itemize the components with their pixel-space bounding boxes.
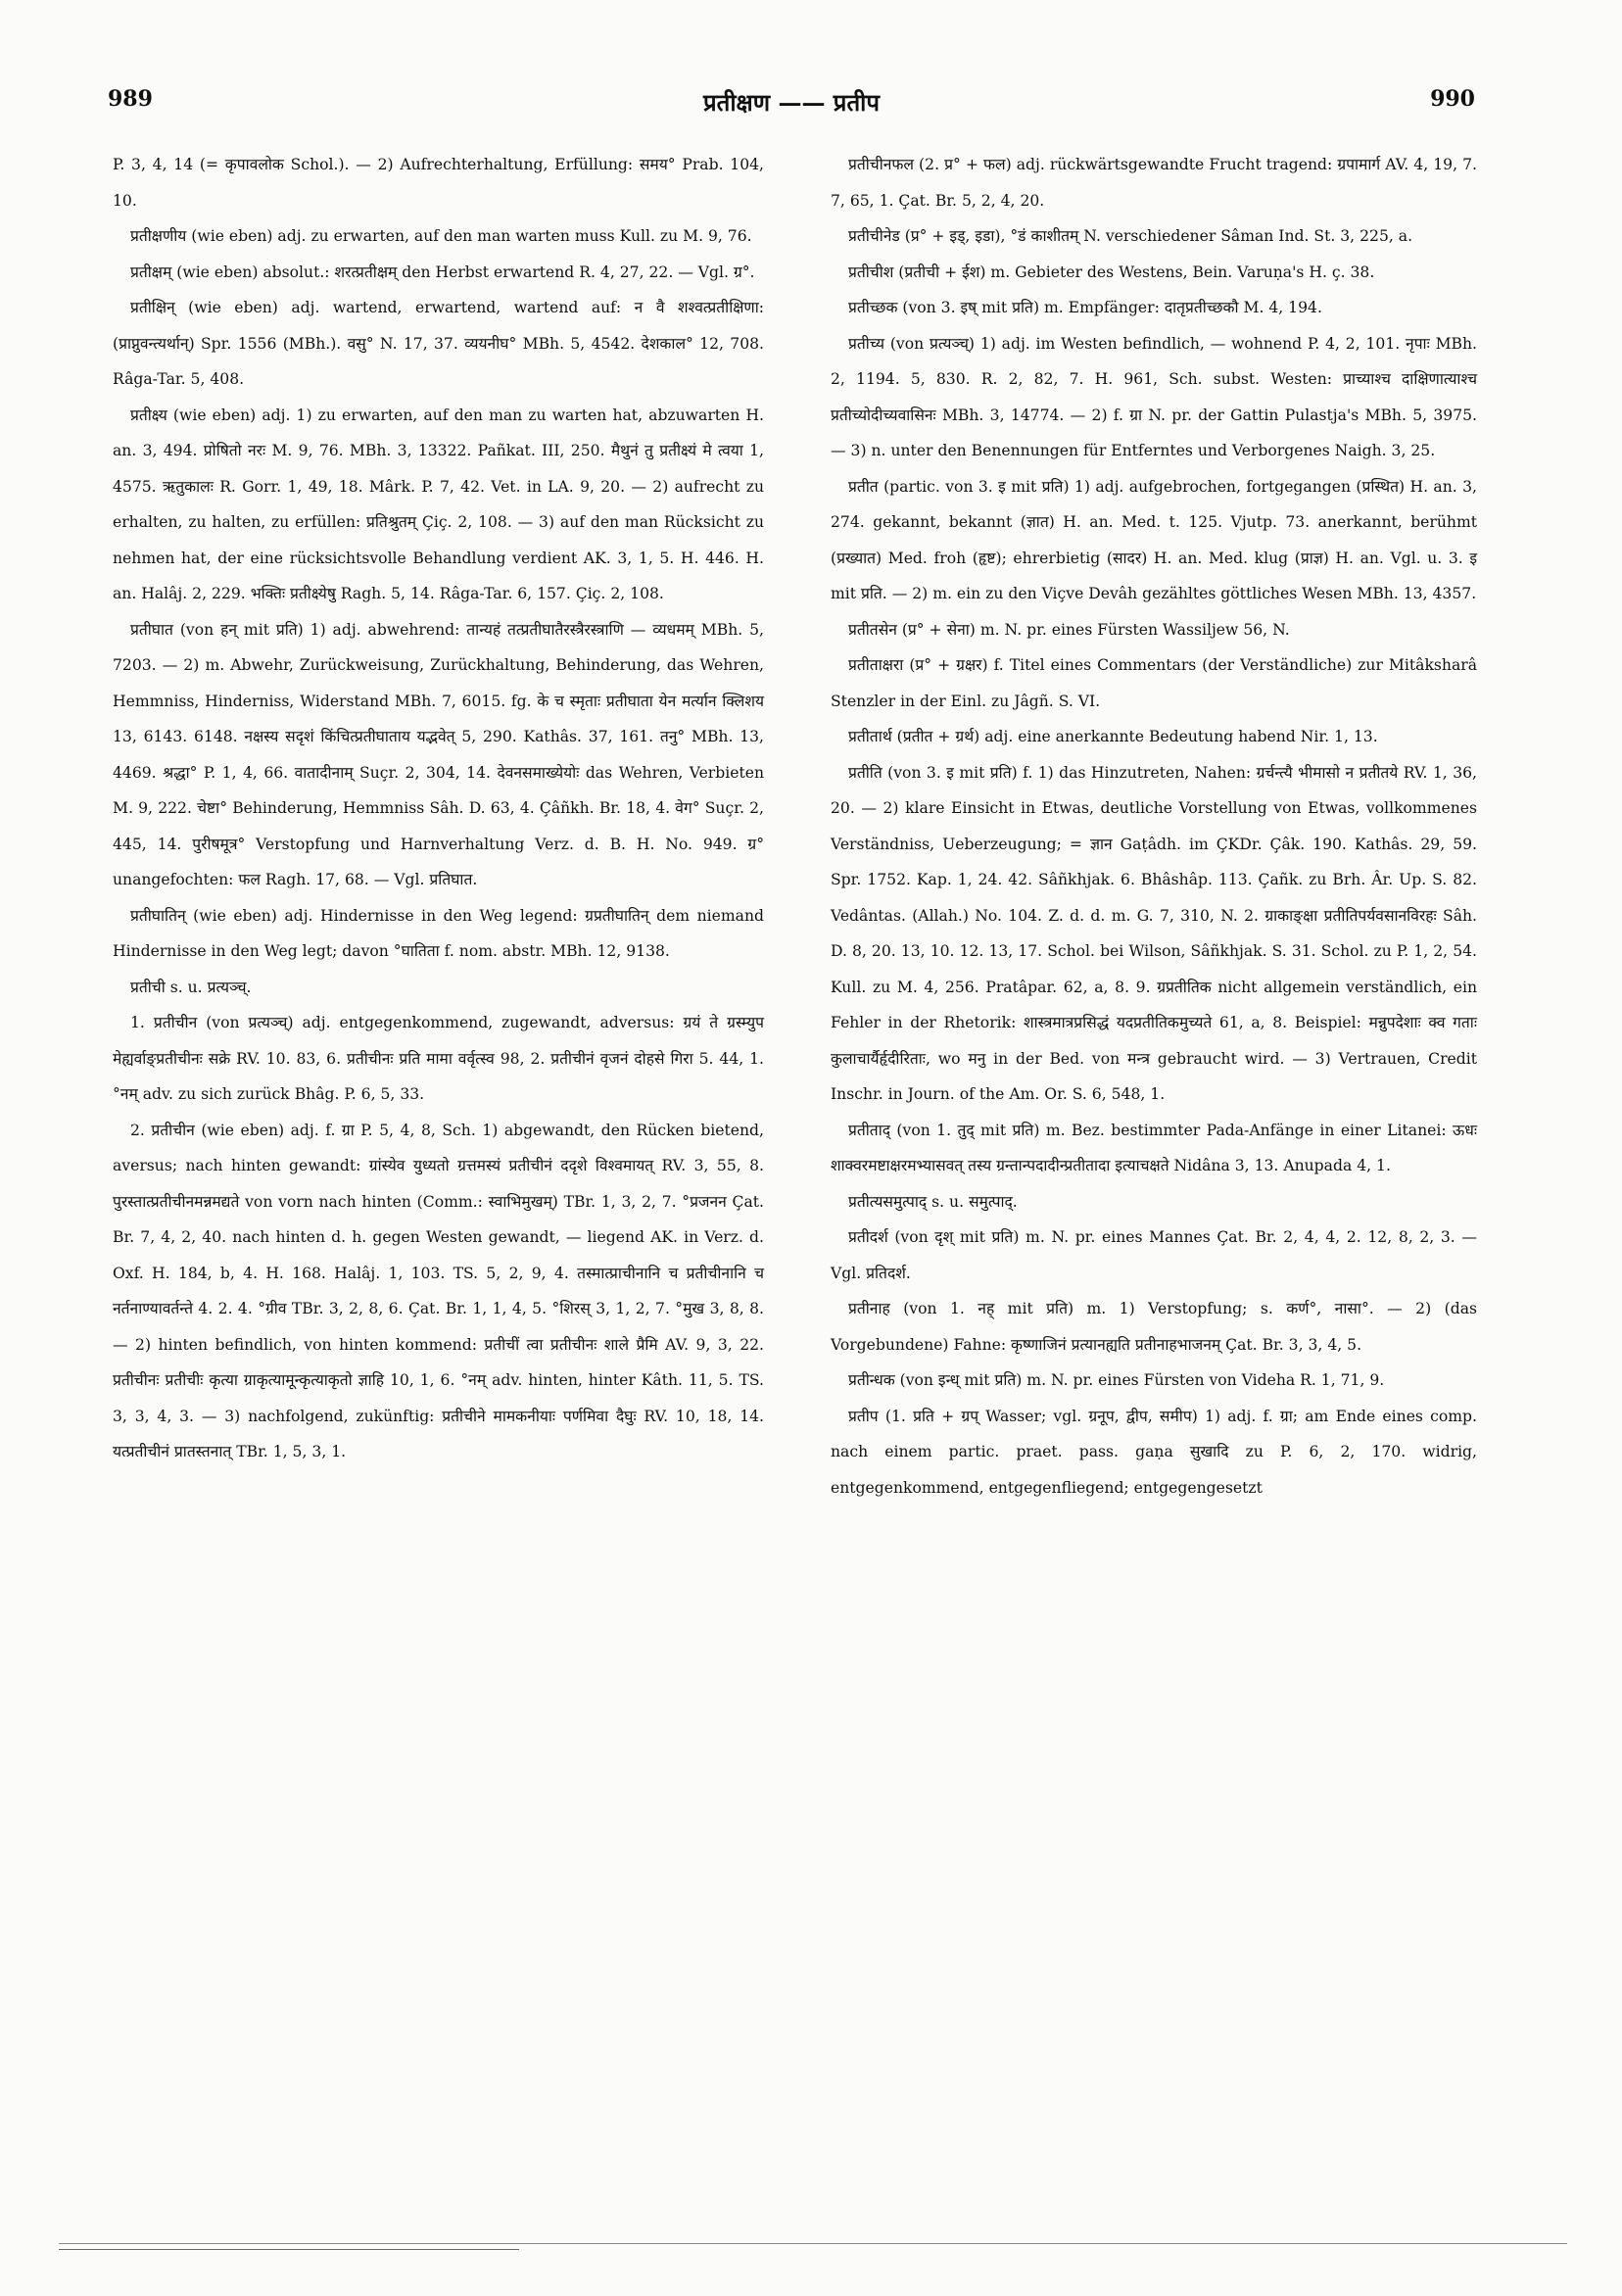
left-column <box>113 147 764 1470</box>
entry: प्रतीक्षम् (wie eben) absolut.: शरत्प्रतीक्षम् den Herbst erwartend R. 4, 27, 22. — Vgl. ग्र°. <box>130 263 755 281</box>
page-header <box>108 86 1475 121</box>
entry: प्रतीतार्थ (प्रतीत + ग्रर्थ) adj. eine anerkannte Bedeutung habend Nir. 1, 13. <box>848 728 1378 745</box>
entry: प्रतीचीश (प्रतीची + ईश) m. Gebieter des Westens, Bein. Varuṇa's H. ç. 38. <box>848 263 1375 281</box>
footer-rule-short <box>59 2249 519 2250</box>
entry: प्रतीप (1. प्रति + ग्रप् Wasser; vgl. ग्रनूप, द्वीप, समीप) 1) adj. f. ग्रा; am Ende eines comp. nach einem partic. praet. pass. gaṇa सुखादि zu P. 6, 2, 170. widrig, entgegenkommend, entgegenfliegend; entgegengesetzt <box>831 1407 1477 1497</box>
entry: प्रतीच्य (von प्रत्यञ्च्) 1) adj. im Westen befindlich, — wohnend P. 4, 2, 101. नृपाः MBh. 2, 1194. 5, 830. R. 2, 82, 7. H. 961, Sch. subst. Westen: प्राच्याश्च दाक्षिणात्याश्च प्रतीच्योदीच्यवासिनः MBh. 3, 14774. — 2) f. ग्रा N. pr. der Gattin Pulastja's MBh. 5, 3975. — 3) n. unter den Benennungen für Entferntes und Verborgenes Naigh. 3, 25. <box>831 334 1477 459</box>
entry: प्रतीक्षणीय (wie eben) adj. zu erwarten, auf den man warten muss Kull. zu M. 9, 76. <box>130 227 752 245</box>
right-column <box>831 147 1477 1506</box>
entry: प्रतीक्षिन् (wie eben) adj. wartend, erwartend, wartend auf: न वै शश्वत्प्रतीक्षिणा: (प्राप्नुवन्त्यर्थान्) Spr. 1556 (MBh.). वसु° N. 17, 37. व्ययनीघ° MBh. 5, 4542. देशकाल° 12, 708. Râga-Tar. 5, 408. <box>113 299 764 388</box>
entry: प्रतीताद् (von 1. तुद् mit प्रति) m. Bez. bestimmter Pada-Anfänge in einer Litanei: ऊधः शाक्वरमष्टाक्षरमभ्यासवत् तस्य ग्रन्तान्पदादीन्प्रतीतादा इत्याचक्षते Nidâna 3, 13. Anupada 4, 1. <box>831 1121 1477 1174</box>
entry: प्रतीति (von 3. इ mit प्रति) f. 1) das Hinzutreten, Nahen: ग्रर्चन्त्यै भीमासो न प्रतीतये RV. 1, 36, 20. — 2) klare Einsicht in Etwas, deutliche Vorstellung von Etwas, vollkommenes Verständniss, Ueberzeugung; = ज्ञान Gaṭâdh. im ÇKDr. Çâk. 190. Kathâs. 29, 59. Spr. 1752. Kap. 1, 24. 42. Sâñkhjak. 6. Bhâshâp. 113. Çañk. zu Brh. Âr. Up. S. 82. Vedântas. (Allah.) No. 104. Z. d. d. m. G. 7, 310, N. 2. ग्राकाङ्क्षा प्रतीतिपर्यवसानविरहः Sâh. D. 8, 20. 13, 10. 12. 13, 17. Schol. bei Wilson, Sâñkhjak. S. 31. Schol. zu P. 1, 2, 54. Kull. zu M. 4, 256. Pratâpar. 62, a, 8. 9. ग्रप्रतीतिक nicht allgemein verständlich, ein Fehler in der Rhetorik: शास्त्रमात्रप्रसिद्धं यदप्रतीतिकमुच्यते 61, a, 8. Beispiel: मन्नुपदेशाः क्व गताः कुलाचार्यैर्हृदीरिताः, wo मनु in der Bed. von मन्त्र gebraucht wird. — 3) Vertrauen, Credit Inschr. in Journ. of the Am. Or. S. 6, 548, 1. <box>831 763 1477 1103</box>
entry: प्रतीन्धक (von इन्ध् mit प्रति) m. N. pr. eines Fürsten von Videha R. 1, 71, 9. <box>848 1371 1385 1389</box>
entry: प्रतीत (partic. von 3. इ mit प्रति) 1) adj. aufgebrochen, fortgegangen (प्रस्थित) H. an. 3, 274. gekannt, bekannt (ज्ञात) H. an. Med. t. 125. Vjutp. 73. anerkannt, berühmt (प्रख्यात) Med. froh (हृष्ट); ehrerbietig (सादर) H. an. Med. klug (प्राज्ञ) H. an. Vgl. u. 3. इ mit प्रति. — 2) m. ein zu den Viçve Devâh gezähltes göttliches Wesen MBh. 13, 4357. <box>831 477 1477 602</box>
footer-rule <box>59 2243 1567 2244</box>
entry: प्रतीघातिन् (wie eben) adj. Hindernisse in den Weg legend: ग्रप्रतीघातिन् dem niemand Hindernisse in den Weg legt; davon °घातिता f. nom. abstr. MBh. 12, 9138. <box>113 906 764 960</box>
entry: P. 3, 4, 14 (= कृपावलोक Schol.). — 2) Aufrechterhaltung, Erfüllung: समय° Prab. 104, 10. <box>113 156 764 210</box>
running-title: प्रतीक्षण —— प्रतीप <box>702 88 880 117</box>
entry: प्रतीनाह (von 1. नह् mit प्रति) m. 1) Verstopfung; s. कर्ण°, नासा°. — 2) (das Vorgebundene) Fahne: कृष्णाजिनं प्रत्यानह्यति प्रतीनाहभाजनम् Çat. Br. 3, 3, 4, 5. <box>831 1300 1477 1354</box>
entry: प्रतीच्छक (von 3. इष् mit प्रति) m. Empfänger: दातृप्रतीच्छकौ M. 4, 194. <box>848 299 1322 316</box>
entry: प्रतीची s. u. प्रत्यञ्च्. <box>130 978 252 996</box>
entry: प्रतीत्यसमुत्पाद् s. u. समुत्पाद्. <box>848 1192 1018 1211</box>
left-page-number: 989 <box>108 86 153 112</box>
right-page-number: 990 <box>1430 86 1475 112</box>
entry: प्रतीक्ष्य (wie eben) adj. 1) zu erwarten, auf den man zu warten hat, abzuwarten H. an. 3, 494. प्रोषितो नरः M. 9, 76. MBh. 3, 13322. Pañkat. III, 250. मैथुनं तु प्रतीक्ष्यं मे त्वया 1, 4575. ऋतुकालः R. Gorr. 1, 49, 18. Mârk. P. 7, 42. Vet. in LA. 9, 20. — 2) aufrecht zu erhalten, zu halten, zu erfüllen: प्रतिश्रुतम् Çiç. 2, 108. — 3) auf den man Rücksicht zu nehmen hat, der eine rücksichtsvolle Behandlung verdient AK. 3, 1, 5. H. 446. H. an. Halâj. 2, 229. भक्तिः प्रतीक्ष्येषु Ragh. 5, 14. Râga-Tar. 6, 157. Çiç. 2, 108. <box>113 406 764 602</box>
entry: प्रतीचीनफल (2. प्र° + फल) adj. rückwärtsgewandte Frucht tragend: ग्रपामार्ग AV. 4, 19, 7. 7, 65, 1. Çat. Br. 5, 2, 4, 20. <box>831 156 1477 210</box>
entry: प्रतीदर्श (von दृश् mit प्रति) m. N. pr. eines Mannes Çat. Br. 2, 4, 4, 2. 12, 8, 2, 3. — Vgl. प्रतिदर्श. <box>831 1228 1477 1282</box>
entry: प्रतीतसेन (प्र° + सेना) m. N. pr. eines Fürsten Wassiljew 56, N. <box>848 620 1290 639</box>
entry: प्रतीचीनेड (प्र° + इड्, इडा), °डं काशीतम् N. verschiedener Sâman Ind. St. 3, 225, a. <box>848 227 1413 245</box>
entry: 1. प्रतीचीन (von प्रत्यञ्च्) adj. entgegenkommend, zugewandt, adversus: ग्रयं ते ग्रस्म्युप मेह्यर्वाङ्प्रतीचीनः सक्रे RV. 10. 83, 6. प्रतीचीनः प्रति मामा वर्वृत्स्व 98, 2. प्रतीचीनं वृजनं दोहसे गिरा 5. 44, 1. °नम् adv. zu sich zurück Bhâg. P. 6, 5, 33. <box>113 1014 764 1103</box>
entry: 2. प्रतीचीन (wie eben) adj. f. ग्रा P. 5, 4, 8, Sch. 1) abgewandt, den Rücken bietend, aversus; nach hinten gewandt: ग्रांस्येव युध्यतो ग्रत्तमस्यं प्रतीचीनं ददृशे विश्वमायत् RV. 3, 55, 8. पुरस्तात्प्रतीचीनमन्नमद्यते von vorn nach hinten (Comm.: स्वाभिमुखम्) TBr. 1, 3, 2, 7. °प्रजनन Çat. Br. 7, 4, 2, 40. nach hinten d. h. gegen Westen gewandt, — liegend AK. in Verz. d. Oxf. H. 184, b, 4. H. 168. Halâj. 1, 103. TS. 5, 2, 9, 4. तस्मात्प्राचीनानि च प्रतीचीनानि च नर्तनाण्यावर्तन्ते 4. 2. 4. °ग्रीव TBr. 3, 2, 8, 6. Çat. Br. 1, 1, 4, 5. °शिरस् 3, 1, 2, 7. °मुख 3, 8, 8. — 2) hinten befindlich, von hinten kommend: प्रतीचीं त्वा प्रतीचीनः शाले प्रैमि AV. 9, 3, 22. प्रतीचीनः प्रतीचीः कृत्या ग्राकृत्यामून्कृत्याकृतो ज्ञाहि 10, 1, 6. °नम् adv. hinten, hinter Kâth. 11, 5. TS. 3, 3, 4, 3. — 3) nachfolgend, zukünftig: प्रतीचीने मामकनीयाः पर्णमिवा दैघुः RV. 10, 18, 14. यत्प्रतीचीनं प्रातस्तनात् TBr. 1, 5, 3, 1. <box>113 1121 764 1460</box>
entry: प्रतीताक्षरा (प्र° + ग्रक्षर) f. Titel eines Commentars (der Verständliche) zur Mitâksharâ Stenzler in der Einl. zu Jâgñ. S. VI. <box>831 656 1477 710</box>
entry: प्रतीघात (von हन् mit प्रति) 1) adj. abwehrend: तान्यहं तत्प्रतीघातैरस्त्रैरस्त्राणि — व्यधमम् MBh. 5, 7203. — 2) m. Abwehr, Zurückweisung, Zurückhaltung, Behinderung, das Wehren, Hemmniss, Hinderniss, Widerstand MBh. 7, 6015. fg. के च स्मृताः प्रतीघाता येन मर्त्यान क्लिशय 13, 6143. 6148. नक्षस्य सदृशं किंचित्प्रतीघाताय यद्भवेत् 5, 290. Kathâs. 37, 161. तनु° MBh. 13, 4469. श्रद्धा° P. 1, 4, 66. वातादीनाम् Suçr. 2, 304, 14. देवनसमाख्येयोः das Wehren, Verbieten M. 9, 222. चेष्टा° Behinderung, Hemmniss Sâh. D. 63, 4. Çâñkh. Br. 18, 4. वेग° Suçr. 2, 445, 14. पुरीषमूत्र° Verstopfung und Harnverhaltung Verz. d. B. H. No. 949. ग्र° unangefochten: फल Ragh. 17, 68. — Vgl. प्रतिघात. <box>113 620 764 888</box>
